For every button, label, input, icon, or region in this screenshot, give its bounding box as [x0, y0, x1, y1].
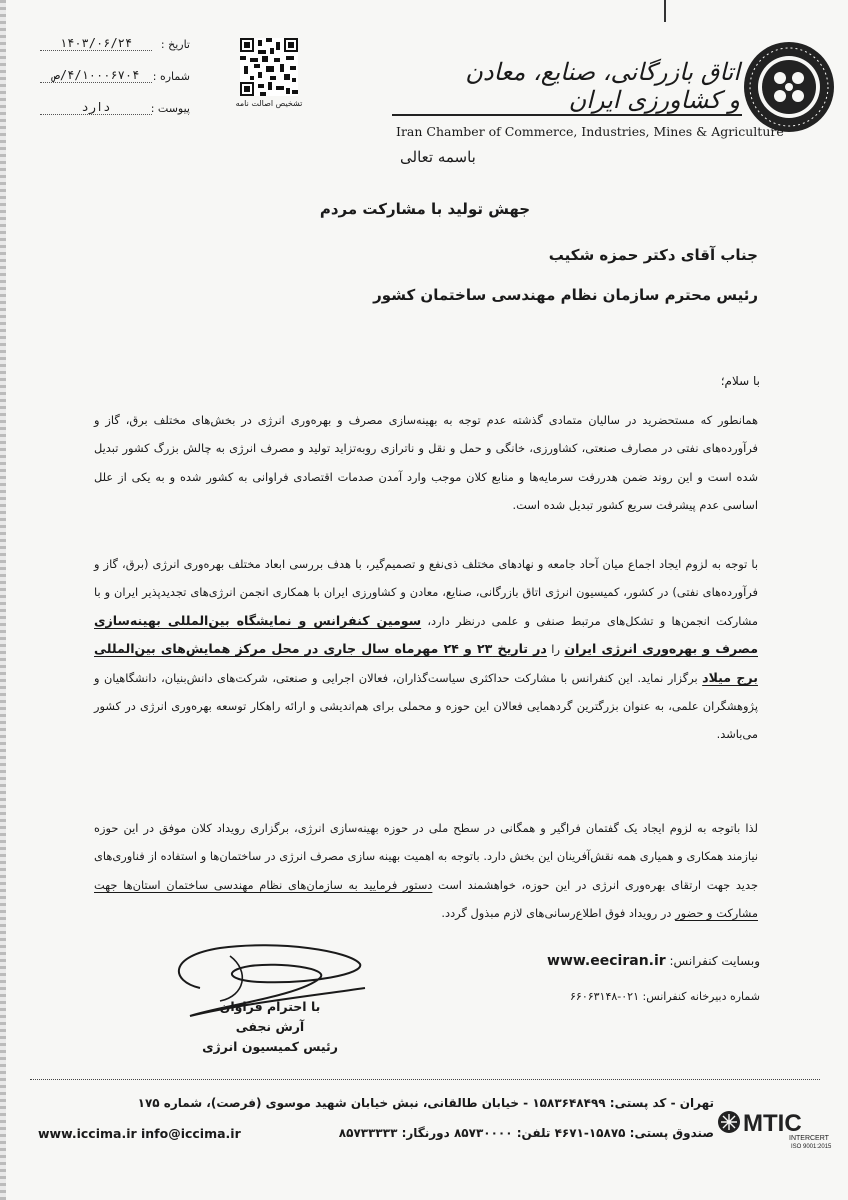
qr-code[interactable] [240, 38, 298, 96]
bismillah: باسمه تعالی [400, 148, 476, 166]
chamber-name-en: Iran Chamber of Commerce, Industries, Mines & Agriculture [396, 124, 784, 139]
number-value: ۴/۱۰۰۰۶۷۰۴/ص [40, 68, 152, 83]
conference-website [547, 953, 760, 969]
number-row [40, 70, 190, 88]
cert-brand: MTIC [743, 1110, 802, 1137]
cert-sub: INTERCERT [789, 1135, 829, 1142]
paragraph-2-text-c: برگزار نماید. این کنفرانس با مشارکت حداکثری سیاست‌گذاران، فعالان اجرایی و صنعتی، شرکت‌های دانش‌بنیان، دانشگاهیان و پژوهشگران علمی، به عنوان بزرگترین گردهمایی فعالان این حوزه و محملی برای هم‌اندیشی و ارائه راهکار توسعه بهره‌وری انرژی در کشور می‌باشد. [94, 670, 758, 742]
footer-divider [30, 1079, 820, 1080]
paragraph-3 [94, 814, 758, 928]
date-value: ۱۴۰۳/۰۶/۲۴ [40, 36, 152, 51]
paragraph-2-text-a: با توجه به لزوم ایجاد اجماع میان آحاد جامعه و نهادهای مختلف ذی‌نفع و تصمیم‌گیر، با هدف بررسی ابعاد مختلف بهره‌وری انرژی (برق، گاز و فرآورده‌های نفتی) در کشور، کمیسیون انرژی اتاق بازرگانی، صنایع، معادن و کشاورزی ایران با همکاری انجمن انرژی‌های تجدیدپذیر ایران و با مشارکت انجمن‌ها و تشکل‌های مرتبط صنفی و علمی درنظر دارد، [94, 557, 759, 628]
footer-web-email[interactable]: www.iccima.ir info@iccima.ir [38, 1126, 241, 1141]
greeting: با سلام؛ [720, 374, 760, 388]
signoff-closing: با احترام فراوان [219, 999, 321, 1014]
footer-address: تهران - کد پستی: ۱۵۸۳۶۴۸۴۹۹ - خیابان طالقانی، نبش خیابان شهید موسوی (فرصت)، شماره ۱۷۵ [137, 1096, 714, 1110]
footer-contact: صندوق پستی: ۱۵۸۷۵-۴۶۷۱ تلفن: ۸۵۷۳۰۰۰۰ دورنگار: ۸۵۷۳۳۳۳۳ [338, 1126, 714, 1140]
recipient-title: رئیس محترم سازمان نظام مهندسی ساختمان کشور [373, 286, 758, 304]
paragraph-2-conference-name: سومین کنفرانس و نمایشگاه بین‌المللی بهینه‌سازی مصرف و بهره‌وری انرژی ایران [94, 612, 758, 657]
signoff-name: آرش نجفی [235, 1019, 305, 1034]
paragraph-1: همانطور که مستحضرید در سالیان متمادی گذشته عدم توجه به بهینه‌سازی مصرف و بهره‌وری انرژی در بخش‌های مختلف برق، گاز و فرآورده‌های نفتی در مصارف صنعتی، کشاورزی، خانگی و حمل و نقل و ناترازی روبه‌تزاید تولید و مصرف انرژی به چالش بزرگ کشور تبدیل شده است و این روند ضمن هدررفت سرمایه‌ها و منابع کلان موجب وارد آمدن صدمات اقتصادی فراوانی به کشور شده و به یکی از علل اساسی عدم پیشرفت سریع کشور تبدیل شده است. [94, 413, 758, 513]
date-label: تاریخ : [160, 38, 190, 51]
paragraph-2 [94, 550, 758, 749]
recipient-name: جناب آقای دکتر حمزه شکیب [548, 246, 758, 264]
cert-iso: ISO 9001:2015 [791, 1144, 832, 1150]
paragraph-3-text-a: لذا باتوجه به لزوم ایجاد یک گفتمان فراگیر و همگانی در سطح ملی در حوزه بهینه‌سازی انرژی، برگزاری رویداد کلان موفق در این حوزه نیازمند همکاری و همیاری همه نقش‌آفرینان این بخش دارد. باتوجه به اهمیت بهینه سازی مصرف انرژی در ساختمان‌ها و استفاده از فناوری‌های جدید جهت ارتقای بهره‌وری انرژی در این حوزه، خواهشمند است [94, 821, 758, 892]
signoff-role: رئیس کمیسیون انرژی [202, 1039, 338, 1054]
number-label: شماره : [152, 70, 190, 83]
attachment-row [40, 102, 190, 120]
attachment-label: پیوست : [150, 102, 190, 115]
secretariat-phone: شماره دبیرخانه کنفرانس: ۰۲۱-۶۶۰۶۳۱۴۸ [570, 990, 760, 1003]
chamber-name-fa: اتاق بازرگانی، صنایع، معادن و کشاورزی ایران [465, 58, 740, 114]
website-label: وبسایت کنفرانس: [669, 954, 760, 968]
signoff [195, 997, 345, 1057]
date-row [40, 38, 190, 56]
paragraph-3-request: دستور فرمایید به سازمان‌های نظام مهندسی ساختمان استان‌ها جهت مشارکت و حضور [94, 877, 758, 921]
attachment-value: دارد [40, 100, 152, 115]
chamber-logo [742, 40, 836, 134]
scan-edge [0, 0, 6, 1200]
paragraph-3-text-b: در رویداد فوق اطلاع‌رسانی‌های لازم مبذول گردد. [441, 906, 672, 921]
website-link[interactable]: www.eeciran.ir [547, 953, 666, 969]
slogan: جهش تولید با مشارکت مردم [319, 200, 531, 218]
scan-mark [664, 0, 666, 22]
paragraph-2-text-b: را [551, 642, 560, 657]
certification-logo [715, 1104, 843, 1154]
paragraph-2-date-venue: در تاریخ ۲۳ و ۲۴ مهرماه سال جاری در محل مرکز همایش‌های بین‌المللی برج میلاد [94, 641, 758, 685]
header-rule [392, 114, 742, 116]
qr-caption: تشخیص اصالت نامه [235, 99, 303, 108]
